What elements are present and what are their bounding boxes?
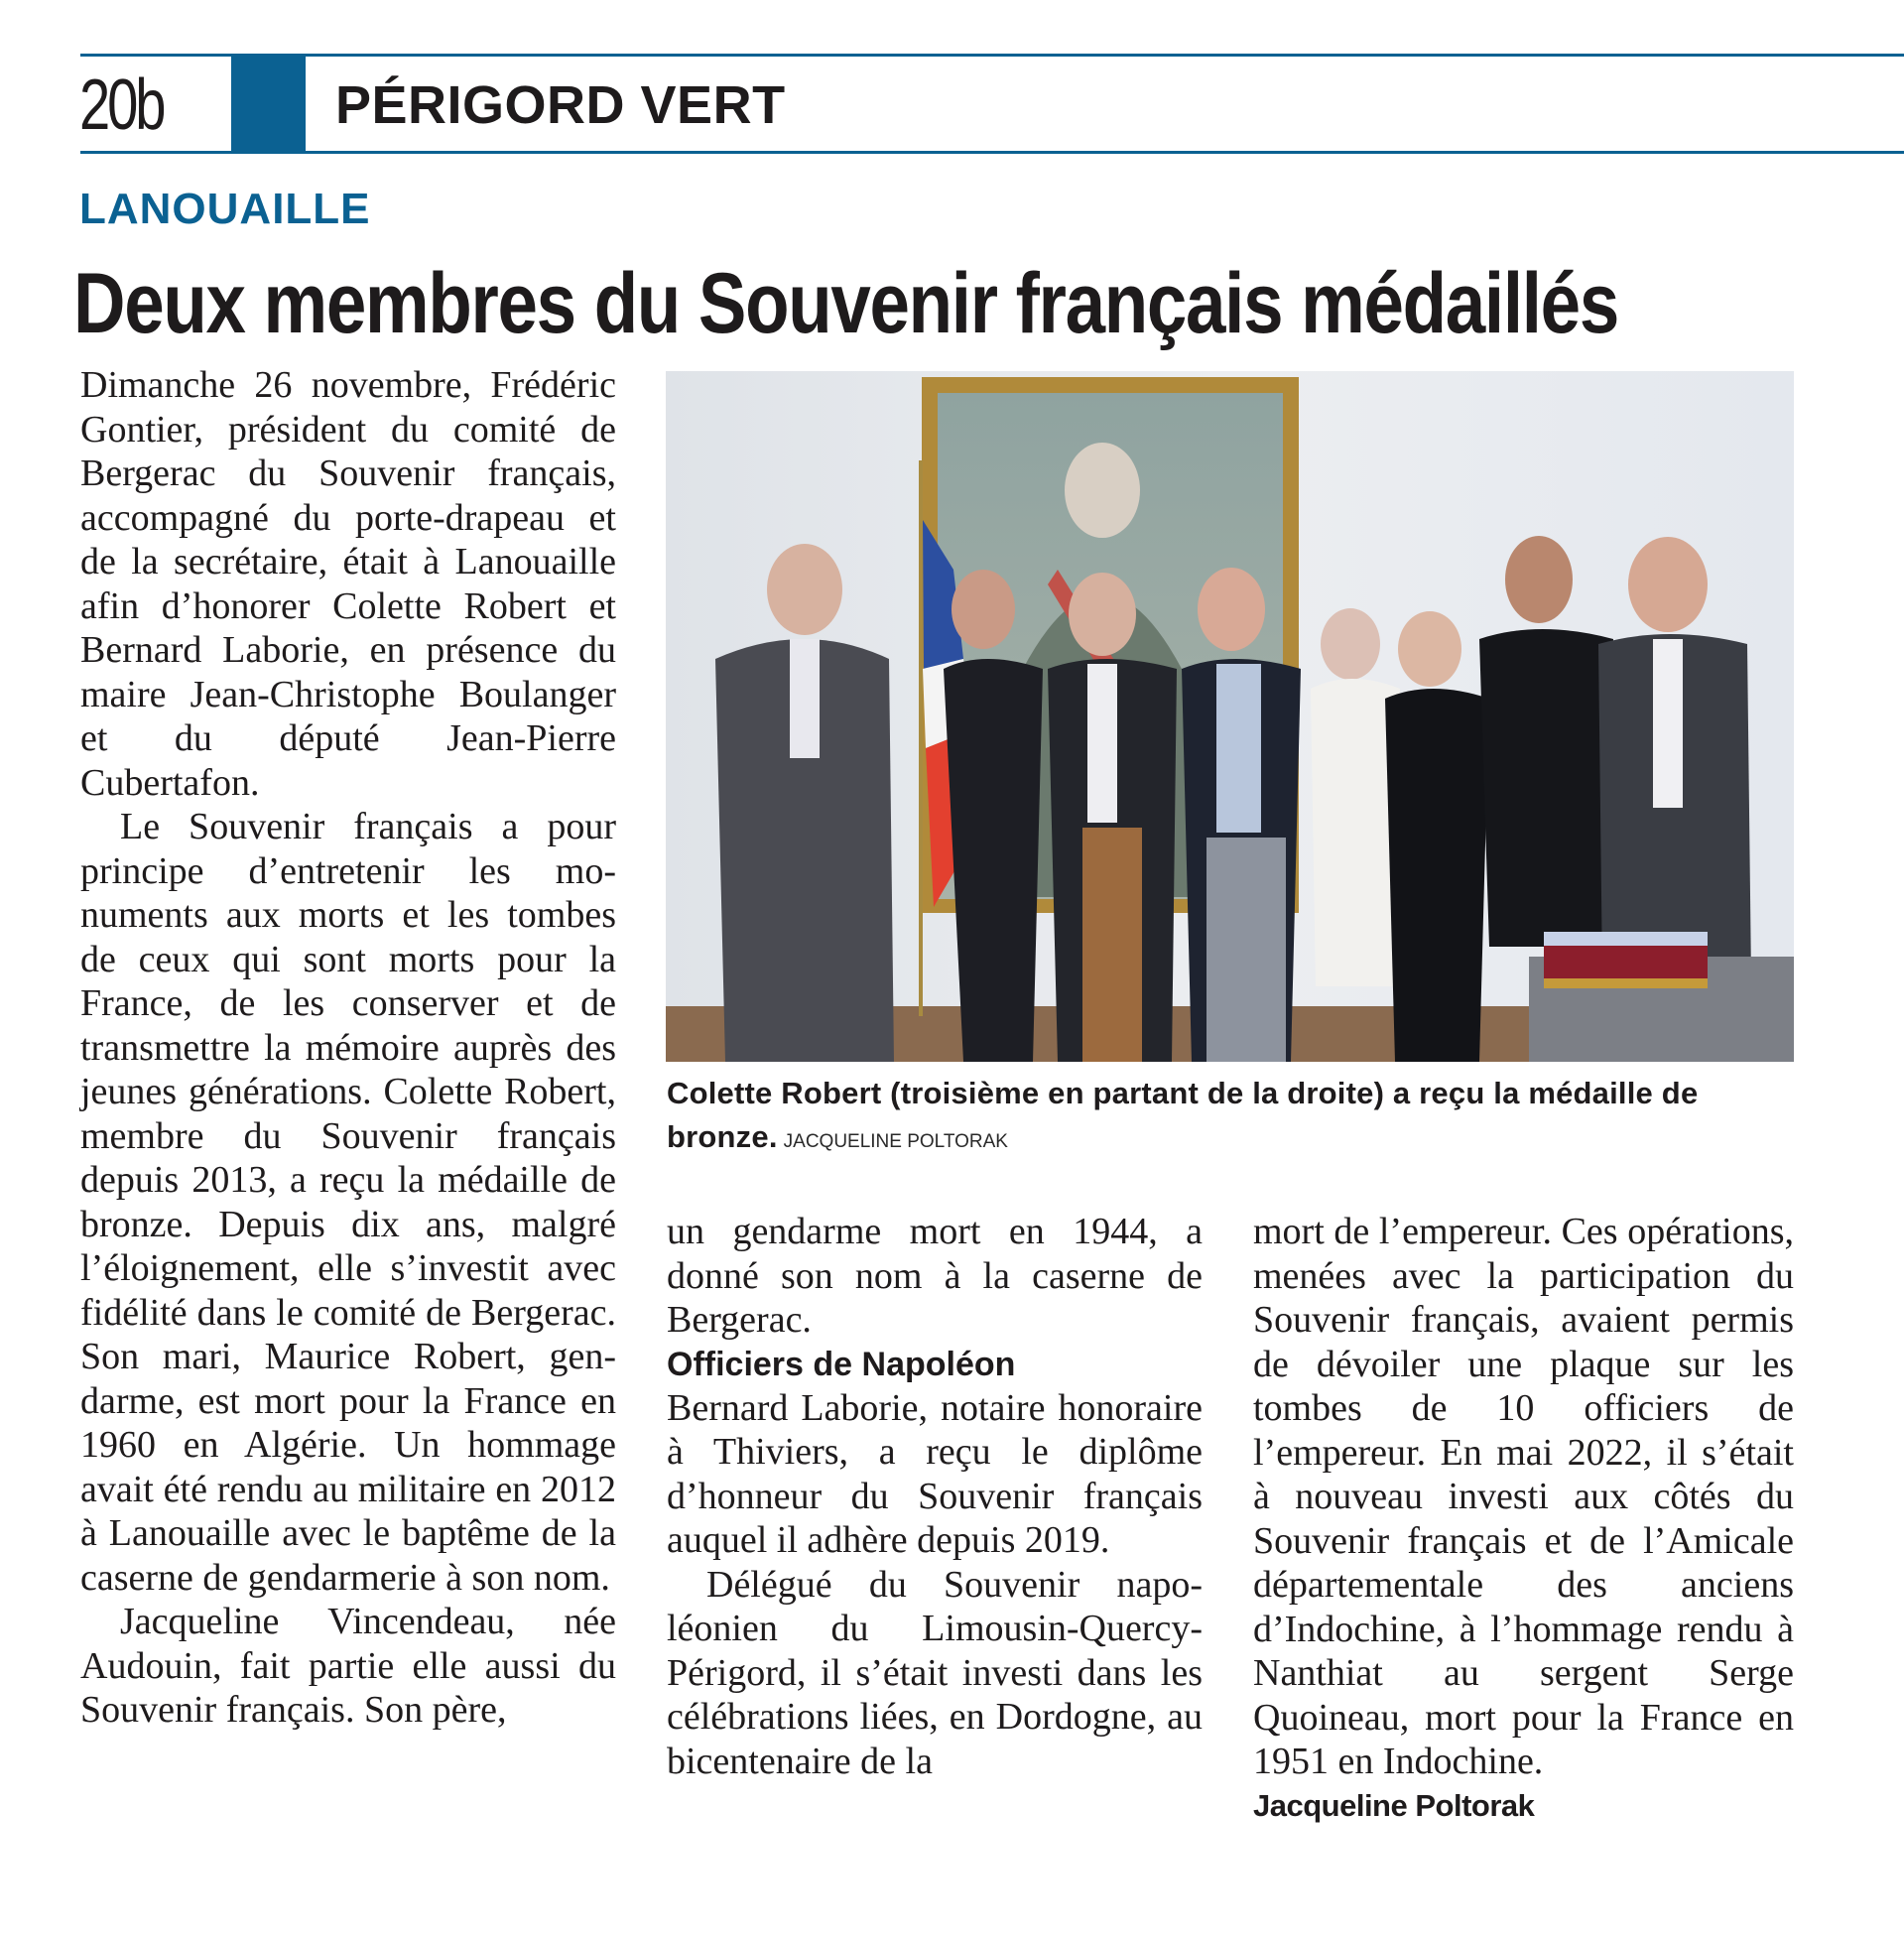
page-number: 20b: [79, 65, 164, 145]
paragraph: Bernard Laborie, notaire honoraire à Thiviers, a reçu le diplôme d’honneur du Souvenir français auquel il adhère depuis 2019.: [667, 1386, 1203, 1561]
article-headline: Deux membres du Souvenir français médaillés: [73, 256, 1618, 351]
article-column-2: [667, 1210, 1203, 1783]
article-column-1: [80, 363, 616, 1733]
section-title: PÉRIGORD VERT: [335, 75, 786, 135]
paragraph: Jacqueline Vincendeau, née Audouin, fait partie elle aussi du Souvenir français. Son père,: [80, 1601, 616, 1731]
paragraph: mort de l’empereur. Ces opérations, menées avec la participation du Souvenir français, avaient permis de dévoiler une plaque sur les tombes de 10 officiers de l’empereur. En mai 2022, il s’était à nouveau investi aux côtés du Souvenir français et de l’Amicale départementale des anciens d’Indochine, à l’hommage rendu à Nanthiat au sergent Serge Quoineau, mort pour la France en 1951 en Indochine.: [1253, 1211, 1794, 1782]
paragraph: un gendarme mort en 1944, a donné son nom à la caserne de Bergerac.: [667, 1211, 1203, 1341]
group-photo-illustration: [666, 371, 1794, 1062]
photo-caption: [667, 1072, 1808, 1164]
section-color-block: [231, 57, 306, 151]
paragraph: Le Souvenir français a pour principe d’entretenir les monuments aux morts et les tombes de ceux qui sont morts pour la France, de les conserver et de transmettre la mémoire auprès des jeunes générations. Colette Robert, membre du Souvenir français depuis 2013, a reçu la médaille de bronze. Depuis dix ans, malgré l’éloignement, elle s’investit avec fidélité dans le comité de Bergerac. Son mari, Maurice Robert, gendarme, est mort pour la France en 1960 en Algérie. Un hommage avait été rendu au militaire en 2012 à Lanouaille avec le baptême de la caserne de gendarmerie à son nom.: [80, 806, 616, 1599]
article-subhead: Officiers de Napoléon: [667, 1345, 1016, 1383]
paragraph: Dimanche 26 novembre, Frédéric Gontier, président du comité de Bergerac du Souvenir français, accompagné du porte-drapeau et de la secrétaire, était à Lanouaille afin d’honorer Colette Robert et Bernard Laborie, en présence du maire Jean-Christophe Boulanger et du député Jean-Pierre Cubertafon.: [80, 364, 616, 804]
caption-text: Colette Robert (troisième en partant de la droite) a reçu la médaille de bronze.: [667, 1076, 1699, 1154]
article-column-3: [1253, 1210, 1794, 1828]
author-byline: Jacqueline Poltorak: [1253, 1787, 1535, 1823]
article-kicker: LANOUAILLE: [79, 185, 371, 233]
article-photo: [666, 371, 1794, 1062]
header-bottom-rule: [80, 151, 1904, 154]
header-top-rule: [80, 54, 1904, 57]
photo-credit: JACQUELINE POLTORAK: [783, 1131, 1008, 1152]
paragraph: Délégué du Souvenir napoléonien du Limousin-Quercy-Périgord, il s’était investi dans les célébrations liées, en Dordogne, au bicentenaire de la: [667, 1563, 1203, 1782]
